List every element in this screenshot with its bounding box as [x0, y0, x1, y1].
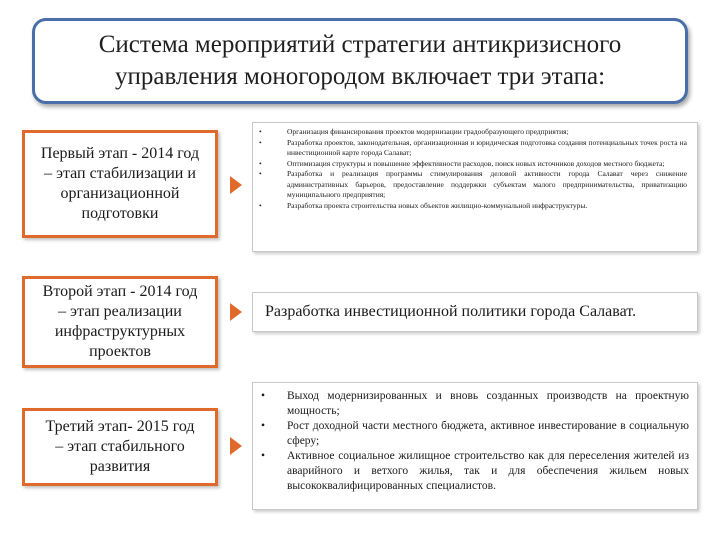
stage-3-arrow-icon	[230, 437, 242, 455]
stage-2-detail-text: Разработка инвестиционной политики города Салават.	[265, 303, 637, 320]
stage-2-label: Второй этап - 2014 год – этап реализации инфраструктурных проектов	[42, 283, 198, 360]
stage-1-details	[252, 122, 698, 252]
stage-3-detail-item: • Выход модернизированных и вновь созданных производств на проектную мощность;	[261, 390, 689, 417]
stage-2-details	[252, 292, 698, 332]
title-box	[32, 18, 688, 104]
stage-1-detail-item: • Разработка проекта строительства новых объектов жилищно-коммунальной инфраструктуры.	[259, 200, 588, 210]
stage-1-arrow-icon	[230, 176, 242, 194]
stage-3-box	[22, 408, 218, 486]
stage-2-box	[22, 276, 218, 368]
stage-1-box	[22, 130, 218, 238]
stage-3-detail-item: • Рост доходной части местного бюджета, активное инвестирование в социальную сферу;	[261, 420, 689, 447]
stage-1-detail-item: • Оптимизация структуры и повышение эффективности расходов, поиск новых источников доходов местного бюджета;	[259, 158, 665, 168]
page-title: Система мероприятий стратегии антикризисного управления моногородом включает три этапа:	[98, 31, 622, 90]
stage-3-detail-item: • Активное социальное жилищное строительство как для переселения жителей из аварийного и ветхого жилья, так и для обеспечения жильем новых высококвалифицированных специалистов.	[261, 450, 689, 492]
stage-3-details	[252, 382, 698, 510]
stage-3-label: Третий этап- 2015 год – этап стабильного развития	[45, 418, 195, 475]
stage-1-detail-item: • Разработка и реализация программы стимулирования деловой активности города Салават через снижение административных барьеров, предоставление поддержки субъектам малого предпринимательства, приватизацию муниципального предприятия;	[259, 169, 687, 199]
stage-1-label: Первый этап - 2014 год – этап стабилизации и организационной подготовки	[40, 145, 200, 222]
stage-1-detail-item: • Организация финансирования проектов модернизации градообразующего предприятия;	[259, 127, 569, 136]
stage-2-arrow-icon	[230, 303, 242, 321]
stage-1-detail-item: • Разработка проектов, законодательная, организационная и юридическая подготовка создания потенциальных точек роста на инвестиционной карте города Салават;	[259, 137, 687, 157]
